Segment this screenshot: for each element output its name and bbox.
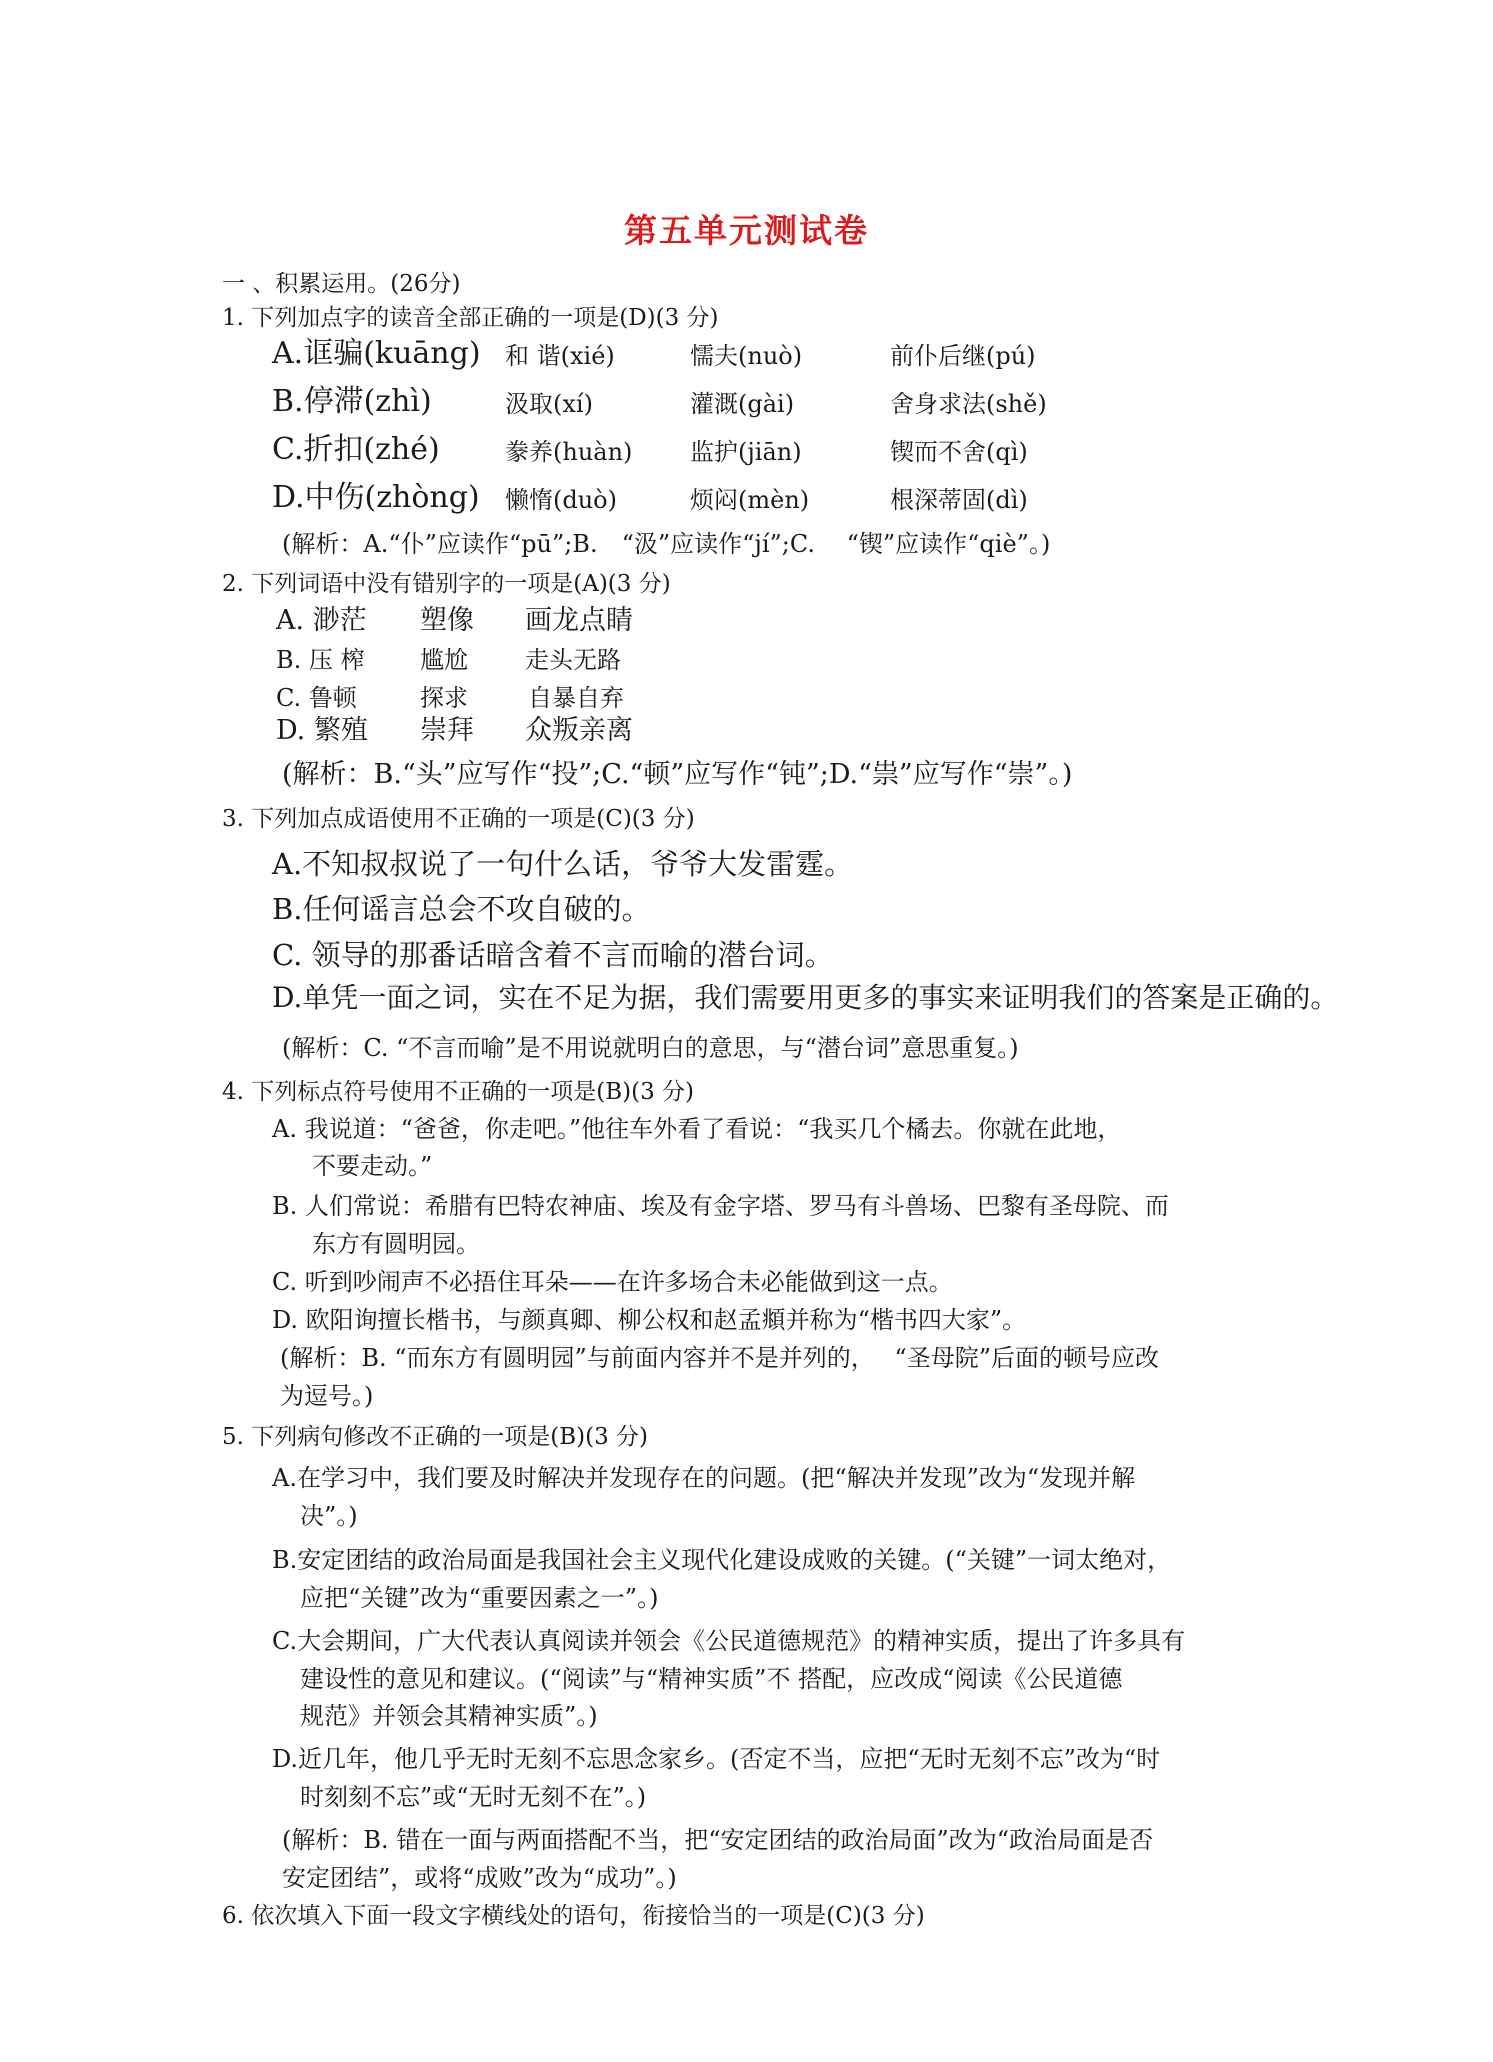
q5-analysis-line2: 安定团结”，或将“成败”改为“成功”。) bbox=[282, 1864, 677, 1892]
q1-option-a-word3: 懦夫(nuò) bbox=[690, 342, 803, 370]
q4-option-b-line1: B. 人们常说：希腊有巴特农神庙、埃及有金字塔、罗马有斗兽场、巴黎有圣母院、而 bbox=[272, 1192, 1169, 1220]
q2-option-d-word2: 崇拜 bbox=[420, 715, 474, 746]
q2-option-d-word3: 众叛亲离 bbox=[525, 715, 633, 746]
q2-option-c-word3: 自暴自弃 bbox=[528, 684, 624, 712]
question-3-analysis: (解析：C. “不言而喻”是不用说就明白的意思，与“潜台词”意思重复。) bbox=[282, 1034, 1019, 1062]
q5-option-b-line1: B.安定团结的政治局面是我国社会主义现代化建设成败的关键。(“关键”一词太绝对， bbox=[272, 1546, 1172, 1574]
q3-option-b: B.任何谣言总会不攻自破的。 bbox=[272, 892, 651, 926]
q1-option-c-word2: 豢养(huàn) bbox=[505, 438, 633, 466]
q4-option-b-line2: 东方有圆明园。 bbox=[312, 1230, 480, 1258]
question-2-analysis: (解析：B.“头”应写作“投”;C.“顿”应写作“钝”;D.“祟”应写作“崇”。) bbox=[282, 759, 1073, 790]
q1-option-d-word3: 烦闷(mèn) bbox=[690, 486, 810, 514]
question-1-stem: 1. 下列加点字的读音全部正确的一项是(D)(3 分) bbox=[222, 305, 719, 331]
q1-option-d-word2: 懒惰(duò) bbox=[505, 486, 617, 514]
question-1-analysis: (解析：A.“仆”应读作“pū”;B. “汲”应读作“jí”;C. “锲”应读作“qiè”。) bbox=[282, 530, 1051, 558]
q4-option-c: C. 听到吵闹声不必捂住耳朵——在许多场合未必能做到这一点。 bbox=[272, 1268, 953, 1296]
question-4-stem: 4. 下列标点符号使用不正确的一项是(B)(3 分) bbox=[222, 1079, 694, 1105]
q4-analysis-line1: (解析：B. “而东方有圆明园”与前面内容并不是并列的， “圣母院”后面的顿号应改 bbox=[280, 1344, 1159, 1372]
q2-option-a-word2: 塑像 bbox=[420, 605, 474, 636]
q5-option-d-line2: 时刻刻不忘”或“无时无刻不在”。) bbox=[300, 1783, 647, 1811]
q1-option-a-word2: 和 谐(xié) bbox=[505, 342, 615, 370]
q5-option-d-line1: D.近几年，他几乎无时无刻不忘思念家乡。(否定不当，应把“无时无刻不忘”改为“时 bbox=[272, 1745, 1161, 1773]
q5-option-c-line3: 规范》并领会其精神实质”。) bbox=[300, 1702, 598, 1730]
q2-option-a-word3: 画龙点睛 bbox=[525, 605, 633, 636]
q3-option-d: D.单凭一面之词，实在不足为据，我们需要用更多的事实来证明我们的答案是正确的。 bbox=[272, 981, 1339, 1014]
q1-option-b-label: B.停滞(zhì) bbox=[272, 384, 432, 419]
q4-option-a-line1: A. 我说道：“爸爸，你走吧。”他往车外看了看说：“我买几个橘去。你就在此地， bbox=[272, 1115, 1122, 1143]
q1-option-b-word2: 汲取(xí) bbox=[505, 390, 593, 418]
q5-option-a-line1: A.在学习中，我们要及时解决并发现存在的问题。(把“解决并发现”改为“发现并解 bbox=[272, 1464, 1136, 1492]
q5-option-a-line2: 决”。) bbox=[300, 1502, 358, 1530]
question-5-stem: 5. 下列病句修改不正确的一项是(B)(3 分) bbox=[222, 1424, 648, 1450]
q5-option-c-line1: C.大会期间，广大代表认真阅读并领会《公民道德规范》的精神实质，提出了许多具有 bbox=[272, 1627, 1186, 1655]
q2-option-d-label: D. 繁殖 bbox=[276, 715, 368, 746]
q1-option-b-word4: 舍身求法(shě) bbox=[890, 390, 1047, 418]
q1-option-c-label: C.折扣(zhé) bbox=[272, 432, 440, 467]
q2-option-b-word2: 尴尬 bbox=[420, 646, 468, 674]
q1-option-c-word3: 监护(jiān) bbox=[690, 438, 802, 466]
q4-option-d: D. 欧阳询擅长楷书，与颜真卿、柳公权和赵孟頫并称为“楷书四大家”。 bbox=[272, 1306, 1027, 1334]
q2-option-b-label: B. 压 榨 bbox=[276, 646, 365, 674]
q5-option-c-line2: 建设性的意见和建议。(“阅读”与“精神实质”不 搭配，应改成“阅读《公民道德 bbox=[300, 1665, 1123, 1693]
section-heading: 一 、积累运用。(26分) bbox=[222, 271, 461, 297]
question-3-stem: 3. 下列加点成语使用不正确的一项是(C)(3 分) bbox=[222, 806, 695, 832]
q3-option-a: A.不知叔叔说了一句什么话，爷爷大发雷霆。 bbox=[272, 847, 854, 881]
q4-analysis-line2: 为逗号。) bbox=[280, 1382, 374, 1410]
q2-option-a-label: A. 渺茫 bbox=[276, 605, 367, 636]
page-title: 第五单元测试卷 bbox=[624, 211, 869, 250]
q5-analysis-line1: (解析：B. 错在一面与两面搭配不当，把“安定团结的政治局面”改为“政治局面是否 bbox=[282, 1826, 1154, 1854]
q2-option-c-word2: 探求 bbox=[420, 684, 468, 712]
q4-option-a-line2: 不要走动。” bbox=[312, 1152, 433, 1180]
q1-option-d-word4: 根深蒂固(dì) bbox=[890, 486, 1028, 514]
q1-option-b-word3: 灌溉(gài) bbox=[690, 390, 795, 418]
q3-option-c: C. 领导的那番话暗含着不言而喻的潜台词。 bbox=[272, 938, 834, 972]
question-6-stem: 6. 依次填入下面一段文字横线处的语句，衔接恰当的一项是(C)(3 分) bbox=[222, 1903, 925, 1929]
q1-option-c-word4: 锲而不舍(qì) bbox=[890, 438, 1028, 466]
q1-option-a-label: A.诓骗(kuāng) bbox=[272, 336, 481, 371]
q1-option-d-label: D.中伤(zhòng) bbox=[272, 480, 480, 515]
q5-option-b-line2: 应把“关键”改为“重要因素之一”。) bbox=[300, 1584, 659, 1612]
q2-option-b-word3: 走头无路 bbox=[525, 646, 621, 674]
q2-option-c-label: C. 鲁顿 bbox=[276, 684, 357, 712]
question-2-stem: 2. 下列词语中没有错别字的一项是(A)(3 分) bbox=[222, 571, 671, 597]
q1-option-a-word4: 前仆后继(pú) bbox=[890, 342, 1036, 370]
